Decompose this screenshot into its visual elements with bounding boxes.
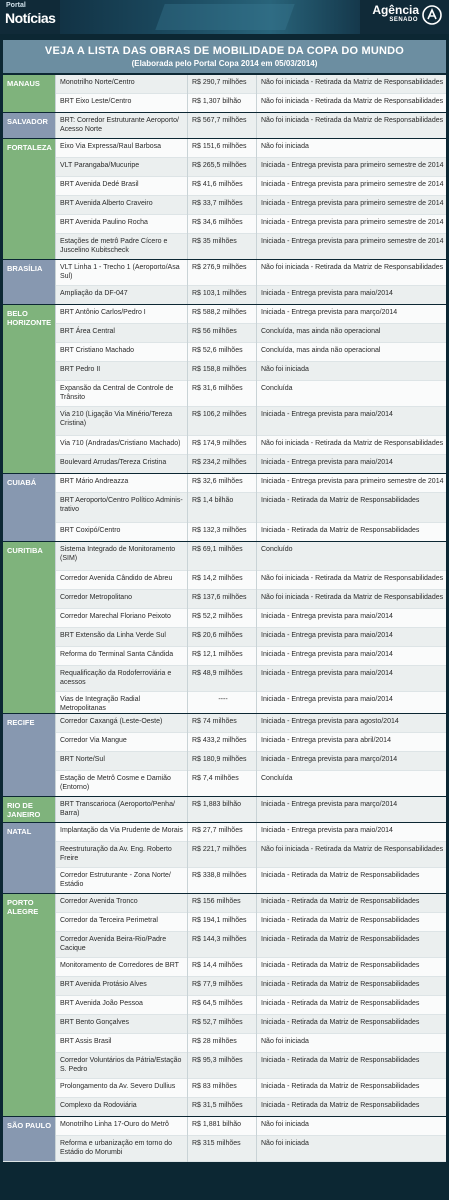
city-label: CUIABÁ — [3, 474, 55, 541]
table-row — [3, 260, 446, 286]
work-status: Não foi iniciada — [256, 139, 446, 158]
table-row — [3, 215, 446, 234]
city-separator — [3, 541, 446, 542]
table-title: VEJA A LISTA DAS OBRAS DE MOBILIDADE DA COPA DO MUNDO — [44, 45, 405, 57]
work-name: BRT Extensão da Linha Verde Sul — [55, 628, 187, 647]
table-row — [3, 407, 446, 436]
city-label: RIO DE JANEIRO — [3, 797, 55, 822]
city-label: FORTALEZA — [3, 139, 55, 259]
work-name: Corredor Caxangá (Leste-Oeste) — [55, 714, 187, 733]
work-name: Eixo Via Expressa/Raul Barbosa — [55, 139, 187, 158]
work-value: R$ 35 milhões — [187, 234, 256, 260]
table-subtitle: (Elaborada pelo Portal Copa 2014 em 05/03/2014) — [131, 59, 318, 68]
work-status: Não foi iniciada — [256, 1117, 446, 1136]
work-value: R$ 56 milhões — [187, 324, 256, 343]
table-row — [3, 797, 446, 823]
city-label: CURITIBA — [3, 542, 55, 713]
city-label: RECIFE — [3, 714, 55, 796]
city-separator — [3, 473, 446, 474]
agencia-senado-logo-icon[interactable] — [422, 5, 442, 25]
work-status: Não foi iniciada - Retirada da Matriz de Responsabilidades — [256, 75, 446, 94]
work-status: Iniciada - Entrega prevista para março/2014 — [256, 752, 446, 771]
work-status: Iniciada - Retirada da Matriz de Responsabilidades — [256, 996, 446, 1015]
table-row — [3, 1117, 446, 1136]
work-value: R$ 74 milhões — [187, 714, 256, 733]
work-value: R$ 52,7 milhões — [187, 1015, 256, 1034]
work-name: Expansão da Central de Controle de Trânsito — [55, 381, 187, 407]
work-name: BRT Transcarioca (Aeroporto/Penha/ Barra) — [55, 797, 187, 823]
work-status: Iniciada - Entrega prevista para maio/2014 — [256, 407, 446, 436]
work-name: BRT: Corredor Estruturante Aeroporto/ Acesso Norte — [55, 113, 187, 139]
work-value: R$ 132,3 milhões — [187, 523, 256, 542]
table-row — [3, 733, 446, 752]
work-status: Iniciada - Retirada da Matriz de Responsabilidades — [256, 932, 446, 958]
work-status: Não foi iniciada — [256, 1034, 446, 1053]
work-name: Corredor da Terceira Perimetral — [55, 913, 187, 932]
work-name: BRT Área Central — [55, 324, 187, 343]
work-status: Iniciada - Retirada da Matriz de Responsabilidades — [256, 1015, 446, 1034]
table-row — [3, 158, 446, 177]
work-value: R$ 234,2 milhões — [187, 455, 256, 474]
work-name: Monitoramento de Corredores de BRT — [55, 958, 187, 977]
work-status: Concluída — [256, 381, 446, 407]
agencia-senado-name[interactable]: Agência — [372, 3, 419, 17]
work-value: R$ 14,2 milhões — [187, 571, 256, 590]
table-row — [3, 177, 446, 196]
work-status: Iniciada - Entrega prevista para primeiro semestre de 2014 — [256, 196, 446, 215]
work-name: BRT Avenida Protásio Alves — [55, 977, 187, 996]
work-name: Corredor Avenida Cândido de Abreu — [55, 571, 187, 590]
table-row — [3, 609, 446, 628]
table-row — [3, 958, 446, 977]
work-name: Monotrilho Linha 17-Ouro do Metrô — [55, 1117, 187, 1136]
work-name: BRT Avenida Dedé Brasil — [55, 177, 187, 196]
work-status: Iniciada - Entrega prevista para maio/2014 — [256, 455, 446, 474]
table-row — [3, 1136, 446, 1162]
city-label: SÃO PAULO — [3, 1117, 55, 1161]
city-separator — [3, 713, 446, 714]
work-name: Requalificação da Rodoferroviária e acessos — [55, 666, 187, 692]
city-label: BELO HORIZONTE — [3, 305, 55, 473]
work-value: R$ 7,4 milhões — [187, 771, 256, 797]
work-name: BRT Avenida João Pessoa — [55, 996, 187, 1015]
table-row — [3, 381, 446, 407]
work-status: Iniciada - Entrega prevista para maio/2014 — [256, 692, 446, 714]
work-value: R$ 31,5 milhões — [187, 1098, 256, 1117]
work-status: Não foi iniciada — [256, 1136, 446, 1162]
work-value: R$ 221,7 milhões — [187, 842, 256, 868]
table-row — [3, 1015, 446, 1034]
work-status: Iniciada - Entrega prevista para março/2014 — [256, 305, 446, 324]
work-value: R$ 14,4 milhões — [187, 958, 256, 977]
table-row — [3, 692, 446, 714]
work-value: R$ 48,9 milhões — [187, 666, 256, 692]
work-value: R$ 567,7 milhões — [187, 113, 256, 139]
table-row — [3, 1053, 446, 1079]
work-name: Corredor Marechal Floriano Peixoto — [55, 609, 187, 628]
table-row — [3, 75, 446, 94]
table-row — [3, 305, 446, 324]
city-label: MANAUS — [3, 75, 55, 112]
work-status: Não foi iniciada - Retirada da Matriz de Responsabilidades — [256, 590, 446, 609]
work-value: R$ 106,2 milhões — [187, 407, 256, 436]
table-row — [3, 666, 446, 692]
work-status: Iniciada - Entrega prevista para maio/2014 — [256, 823, 446, 842]
agencia-senado-sub: SENADO — [389, 17, 418, 23]
work-name: Reestruturação da Av. Eng. Roberto Freire — [55, 842, 187, 868]
work-value: R$ 95,3 milhões — [187, 1053, 256, 1079]
work-value: R$ 433,2 milhões — [187, 733, 256, 752]
work-name: BRT Avenida Alberto Craveiro — [55, 196, 187, 215]
work-value: R$ 1,883 bilhão — [187, 797, 256, 823]
work-status: Não foi iniciada - Retirada da Matriz de Responsabilidades — [256, 436, 446, 455]
work-value: R$ 144,3 milhões — [187, 932, 256, 958]
work-name: VLT Parangaba/Mucuripe — [55, 158, 187, 177]
table-row — [3, 913, 446, 932]
table-row — [3, 932, 446, 958]
work-value: R$ 180,9 milhões — [187, 752, 256, 771]
work-status: Iniciada - Entrega prevista para maio/2014 — [256, 286, 446, 305]
work-status: Não foi iniciada - Retirada da Matriz de Responsabilidades — [256, 571, 446, 590]
work-value: R$ 338,8 milhões — [187, 868, 256, 894]
site-header — [0, 0, 449, 34]
work-status: Não foi iniciada - Retirada da Matriz de Responsabilidades — [256, 842, 446, 868]
work-status: Iniciada - Entrega prevista para março/2014 — [256, 797, 446, 823]
work-value: R$ 64,5 milhões — [187, 996, 256, 1015]
work-name: BRT Aeroporto/Centro Político Adminis-trativo — [55, 493, 187, 523]
work-status: Iniciada - Retirada da Matriz de Responsabilidades — [256, 493, 446, 523]
table-row — [3, 977, 446, 996]
work-status: Iniciada - Entrega prevista para primeiro semestre de 2014 — [256, 474, 446, 493]
work-status: Iniciada - Entrega prevista para primeiro semestre de 2014 — [256, 215, 446, 234]
work-value: R$ 12,1 milhões — [187, 647, 256, 666]
work-name: BRT Antônio Carlos/Pedro I — [55, 305, 187, 324]
work-status: Não foi iniciada — [256, 362, 446, 381]
work-name: Estação de Metrô Cosme e Damião (Entorno) — [55, 771, 187, 797]
table-row — [3, 474, 446, 493]
work-status: Iniciada - Entrega prevista para primeiro semestre de 2014 — [256, 234, 446, 260]
work-value: R$ 156 milhões — [187, 894, 256, 913]
work-status: Não foi iniciada - Retirada da Matriz de Responsabilidades — [256, 94, 446, 113]
city-separator — [3, 796, 446, 797]
work-name: Reforma e urbanização em torno do Estádio do Morumbi — [55, 1136, 187, 1162]
work-status: Iniciada - Entrega prevista para agosto/2014 — [256, 714, 446, 733]
work-name: BRT Norte/Sul — [55, 752, 187, 771]
table-row — [3, 234, 446, 260]
work-name: Via 210 (Ligação Via Minério/Tereza Cristina) — [55, 407, 187, 436]
table-row — [3, 1079, 446, 1098]
table-row — [3, 94, 446, 113]
work-status: Iniciada - Retirada da Matriz de Responsabilidades — [256, 1053, 446, 1079]
table-row — [3, 714, 446, 733]
work-name: Complexo da Rodoviária — [55, 1098, 187, 1117]
city-label: NATAL — [3, 823, 55, 893]
table-row — [3, 324, 446, 343]
work-value: R$ 158,8 milhões — [187, 362, 256, 381]
work-value: R$ 41,6 milhões — [187, 177, 256, 196]
table-row — [3, 343, 446, 362]
work-name: Vias de Integração Radial Metropolitanas — [55, 692, 187, 714]
table-row — [3, 542, 446, 571]
work-status: Iniciada - Entrega prevista para maio/2014 — [256, 628, 446, 647]
work-name: Corredor Avenida Tronco — [55, 894, 187, 913]
work-status: Concluída — [256, 771, 446, 797]
work-value: R$ 1,4 bilhão — [187, 493, 256, 523]
table-row — [3, 436, 446, 455]
city-separator — [3, 138, 446, 139]
work-value: R$ 276,9 milhões — [187, 260, 256, 286]
work-status: Iniciada - Retirada da Matriz de Responsabilidades — [256, 868, 446, 894]
work-value: R$ 265,5 milhões — [187, 158, 256, 177]
table-row — [3, 894, 446, 913]
city-label: PORTO ALEGRE — [3, 894, 55, 1116]
work-value: ---- — [187, 692, 256, 714]
work-value: R$ 290,7 milhões — [187, 75, 256, 94]
work-value: R$ 315 milhões — [187, 1136, 256, 1162]
table-row — [3, 196, 446, 215]
city-label: BRASÍLIA — [3, 260, 55, 304]
table-row — [3, 113, 446, 139]
work-value: R$ 20,6 milhões — [187, 628, 256, 647]
table-row — [3, 286, 446, 305]
work-status: Iniciada - Entrega prevista para maio/2014 — [256, 609, 446, 628]
table-row — [3, 752, 446, 771]
work-name: BRT Bento Gonçalves — [55, 1015, 187, 1034]
work-value: R$ 32,6 milhões — [187, 474, 256, 493]
work-value: R$ 174,9 milhões — [187, 436, 256, 455]
work-value: R$ 194,1 milhões — [187, 913, 256, 932]
work-name: BRT Assis Brasil — [55, 1034, 187, 1053]
work-name: Estações de metrô Padre Cícero e Juscelino Kubitscheck — [55, 234, 187, 260]
work-value: R$ 69,1 milhões — [187, 542, 256, 571]
work-status: Concluída, mas ainda não operacional — [256, 324, 446, 343]
work-value: R$ 34,6 milhões — [187, 215, 256, 234]
city-separator — [3, 304, 446, 305]
work-status: Iniciada - Retirada da Matriz de Responsabilidades — [256, 523, 446, 542]
work-value: R$ 77,9 milhões — [187, 977, 256, 996]
work-status: Iniciada - Entrega prevista para maio/2014 — [256, 647, 446, 666]
work-name: BRT Coxipó/Centro — [55, 523, 187, 542]
work-name: Monotrilho Norte/Centro — [55, 75, 187, 94]
work-value: R$ 137,6 milhões — [187, 590, 256, 609]
work-status: Iniciada - Entrega prevista para abril/2014 — [256, 733, 446, 752]
work-status: Iniciada - Entrega prevista para primeiro semestre de 2014 — [256, 158, 446, 177]
work-value: R$ 31,6 milhões — [187, 381, 256, 407]
work-value: R$ 27,7 milhões — [187, 823, 256, 842]
work-name: VLT Linha 1 - Trecho 1 (Aeroporto/Asa Sul) — [55, 260, 187, 286]
table-row — [3, 523, 446, 542]
table-row — [3, 868, 446, 894]
header-banner-highlight — [155, 4, 294, 30]
work-value: R$ 83 milhões — [187, 1079, 256, 1098]
portal-label: Portal — [6, 2, 26, 9]
table-row — [3, 571, 446, 590]
city-separator — [3, 1116, 446, 1117]
work-name: Corredor Estruturante - Zona Norte/ Estádio — [55, 868, 187, 894]
work-status: Iniciada - Retirada da Matriz de Responsabilidades — [256, 913, 446, 932]
table-row — [3, 1034, 446, 1053]
work-status: Iniciada - Retirada da Matriz de Responsabilidades — [256, 1079, 446, 1098]
table-row — [3, 842, 446, 868]
work-status: Iniciada - Retirada da Matriz de Responsabilidades — [256, 894, 446, 913]
work-name: Sistema Integrado de Monitoramento (SIM) — [55, 542, 187, 571]
work-name: Corredor Metropolitano — [55, 590, 187, 609]
work-status: Não foi iniciada - Retirada da Matriz de Responsabilidades — [256, 260, 446, 286]
work-name: BRT Avenida Paulino Rocha — [55, 215, 187, 234]
table-row — [3, 771, 446, 797]
work-name: BRT Eixo Leste/Centro — [55, 94, 187, 113]
work-status: Iniciada - Entrega prevista para primeiro semestre de 2014 — [256, 177, 446, 196]
work-name: Implantação da Via Prudente de Morais — [55, 823, 187, 842]
table-title-bar — [3, 40, 446, 73]
work-status: Iniciada - Retirada da Matriz de Responsabilidades — [256, 977, 446, 996]
work-status: Iniciada - Entrega prevista para maio/2014 — [256, 666, 446, 692]
work-name: BRT Cristiano Machado — [55, 343, 187, 362]
work-value: R$ 151,6 milhões — [187, 139, 256, 158]
works-table — [3, 75, 446, 1162]
work-value: R$ 52,6 milhões — [187, 343, 256, 362]
city-separator — [3, 893, 446, 894]
table-row — [3, 647, 446, 666]
work-name: Corredor Avenida Beira-Rio/Padre Cacique — [55, 932, 187, 958]
city-label: SALVADOR — [3, 113, 55, 138]
city-separator — [3, 822, 446, 823]
work-status: Iniciada - Retirada da Matriz de Responsabilidades — [256, 958, 446, 977]
work-name: Corredor Via Mangue — [55, 733, 187, 752]
work-status: Não foi iniciada - Retirada da Matriz de Responsabilidades — [256, 113, 446, 139]
table-row — [3, 996, 446, 1015]
table-row — [3, 139, 446, 158]
city-separator — [3, 112, 446, 113]
work-name: Prolongamento da Av. Severo Dullius — [55, 1079, 187, 1098]
work-value: R$ 52,2 milhões — [187, 609, 256, 628]
work-value: R$ 33,7 milhões — [187, 196, 256, 215]
work-name: Reforma do Terminal Santa Cândida — [55, 647, 187, 666]
table-row — [3, 493, 446, 523]
work-value: R$ 588,2 milhões — [187, 305, 256, 324]
work-name: Ampliação da DF-047 — [55, 286, 187, 305]
city-separator — [3, 259, 446, 260]
table-row — [3, 362, 446, 381]
table-row — [3, 455, 446, 474]
table-row — [3, 823, 446, 842]
work-status: Concluída, mas ainda não operacional — [256, 343, 446, 362]
work-name: Via 710 (Andradas/Cristiano Machado) — [55, 436, 187, 455]
table-row — [3, 590, 446, 609]
work-name: BRT Pedro II — [55, 362, 187, 381]
portal-noticias-logo[interactable]: Notícias — [5, 10, 56, 26]
work-status: Iniciada - Retirada da Matriz de Responsabilidades — [256, 1098, 446, 1117]
work-value: R$ 103,1 milhões — [187, 286, 256, 305]
work-name: Corredor Voluntários da Pátria/Estação S. Pedro — [55, 1053, 187, 1079]
table-row — [3, 628, 446, 647]
work-value: R$ 28 milhões — [187, 1034, 256, 1053]
work-name: BRT Mário Andreazza — [55, 474, 187, 493]
table-row — [3, 1098, 446, 1117]
work-status: Concluído — [256, 542, 446, 571]
work-name: Boulevard Arrudas/Tereza Cristina — [55, 455, 187, 474]
work-value: R$ 1,307 bilhão — [187, 94, 256, 113]
work-value: R$ 1,881 bilhão — [187, 1117, 256, 1136]
